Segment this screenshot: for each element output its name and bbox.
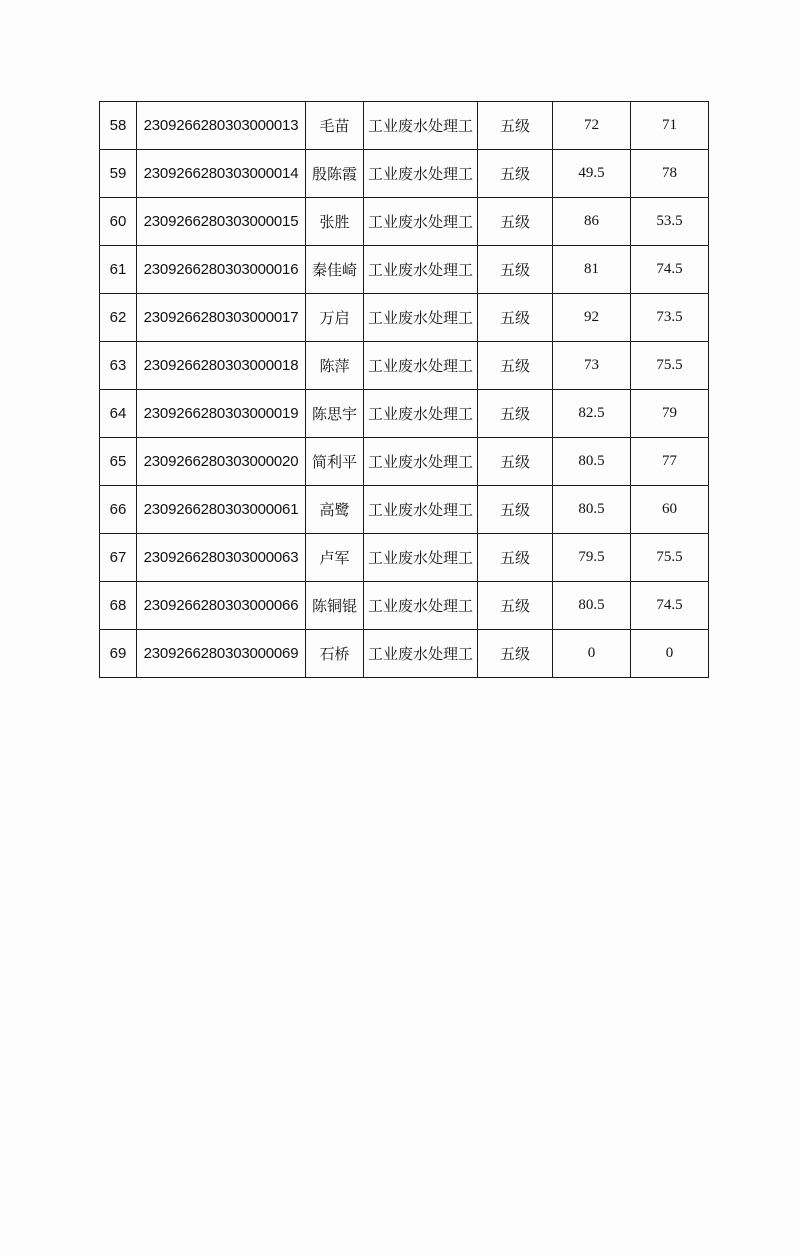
candidate-name: 陈铜锟 (306, 582, 364, 630)
table-row (100, 294, 709, 342)
table-row (100, 534, 709, 582)
score-1: 80.5 (553, 438, 631, 486)
score-2: 75.5 (631, 534, 709, 582)
occupation: 工业废水处理工 (364, 294, 478, 342)
admission-id: 2309266280303000063 (137, 534, 306, 582)
admission-id: 2309266280303000015 (137, 198, 306, 246)
row-number: 69 (100, 630, 137, 678)
score-2: 77 (631, 438, 709, 486)
row-number: 63 (100, 342, 137, 390)
candidate-name: 张胜 (306, 198, 364, 246)
score-1: 80.5 (553, 486, 631, 534)
occupation: 工业废水处理工 (364, 630, 478, 678)
score-1: 80.5 (553, 582, 631, 630)
admission-id: 2309266280303000069 (137, 630, 306, 678)
row-number: 66 (100, 486, 137, 534)
candidate-name: 石桥 (306, 630, 364, 678)
skill-level: 五级 (478, 102, 553, 150)
table-row (100, 486, 709, 534)
occupation: 工业废水处理工 (364, 534, 478, 582)
score-1: 49.5 (553, 150, 631, 198)
candidate-name: 陈思宇 (306, 390, 364, 438)
row-number: 67 (100, 534, 137, 582)
candidate-name: 殷陈霞 (306, 150, 364, 198)
table-row (100, 198, 709, 246)
table-row (100, 390, 709, 438)
table-row (100, 438, 709, 486)
table-row (100, 582, 709, 630)
score-1: 79.5 (553, 534, 631, 582)
occupation: 工业废水处理工 (364, 150, 478, 198)
row-number: 61 (100, 246, 137, 294)
score-1: 92 (553, 294, 631, 342)
table-row (100, 342, 709, 390)
table-row (100, 246, 709, 294)
skill-level: 五级 (478, 486, 553, 534)
skill-level: 五级 (478, 198, 553, 246)
occupation: 工业废水处理工 (364, 102, 478, 150)
row-number: 68 (100, 582, 137, 630)
row-number: 58 (100, 102, 137, 150)
occupation: 工业废水处理工 (364, 246, 478, 294)
admission-id: 2309266280303000013 (137, 102, 306, 150)
occupation: 工业废水处理工 (364, 438, 478, 486)
score-1: 72 (553, 102, 631, 150)
table-body (100, 102, 709, 678)
score-2: 79 (631, 390, 709, 438)
candidate-name: 毛苗 (306, 102, 364, 150)
occupation: 工业废水处理工 (364, 198, 478, 246)
admission-id: 2309266280303000017 (137, 294, 306, 342)
row-number: 64 (100, 390, 137, 438)
score-2: 60 (631, 486, 709, 534)
skill-level: 五级 (478, 390, 553, 438)
row-number: 59 (100, 150, 137, 198)
admission-id: 2309266280303000018 (137, 342, 306, 390)
candidate-name: 高鹭 (306, 486, 364, 534)
admission-id: 2309266280303000066 (137, 582, 306, 630)
candidate-name: 简利平 (306, 438, 364, 486)
admission-id: 2309266280303000061 (137, 486, 306, 534)
occupation: 工业废水处理工 (364, 342, 478, 390)
row-number: 65 (100, 438, 137, 486)
score-2: 75.5 (631, 342, 709, 390)
score-2: 53.5 (631, 198, 709, 246)
candidate-name: 陈萍 (306, 342, 364, 390)
score-1: 82.5 (553, 390, 631, 438)
score-2: 71 (631, 102, 709, 150)
admission-id: 2309266280303000016 (137, 246, 306, 294)
score-1: 86 (553, 198, 631, 246)
row-number: 62 (100, 294, 137, 342)
occupation: 工业废水处理工 (364, 486, 478, 534)
candidate-name: 秦佳崎 (306, 246, 364, 294)
exam-results-table (99, 101, 709, 678)
skill-level: 五级 (478, 342, 553, 390)
score-2: 73.5 (631, 294, 709, 342)
candidate-name: 卢军 (306, 534, 364, 582)
skill-level: 五级 (478, 246, 553, 294)
skill-level: 五级 (478, 438, 553, 486)
skill-level: 五级 (478, 534, 553, 582)
table-row (100, 150, 709, 198)
score-2: 74.5 (631, 246, 709, 294)
row-number: 60 (100, 198, 137, 246)
occupation: 工业废水处理工 (364, 582, 478, 630)
skill-level: 五级 (478, 150, 553, 198)
score-1: 0 (553, 630, 631, 678)
score-2: 78 (631, 150, 709, 198)
score-1: 81 (553, 246, 631, 294)
table-row (100, 630, 709, 678)
table-row (100, 102, 709, 150)
score-2: 74.5 (631, 582, 709, 630)
candidate-name: 万启 (306, 294, 364, 342)
skill-level: 五级 (478, 294, 553, 342)
admission-id: 2309266280303000020 (137, 438, 306, 486)
score-1: 73 (553, 342, 631, 390)
skill-level: 五级 (478, 582, 553, 630)
occupation: 工业废水处理工 (364, 390, 478, 438)
admission-id: 2309266280303000014 (137, 150, 306, 198)
admission-id: 2309266280303000019 (137, 390, 306, 438)
score-2: 0 (631, 630, 709, 678)
skill-level: 五级 (478, 630, 553, 678)
